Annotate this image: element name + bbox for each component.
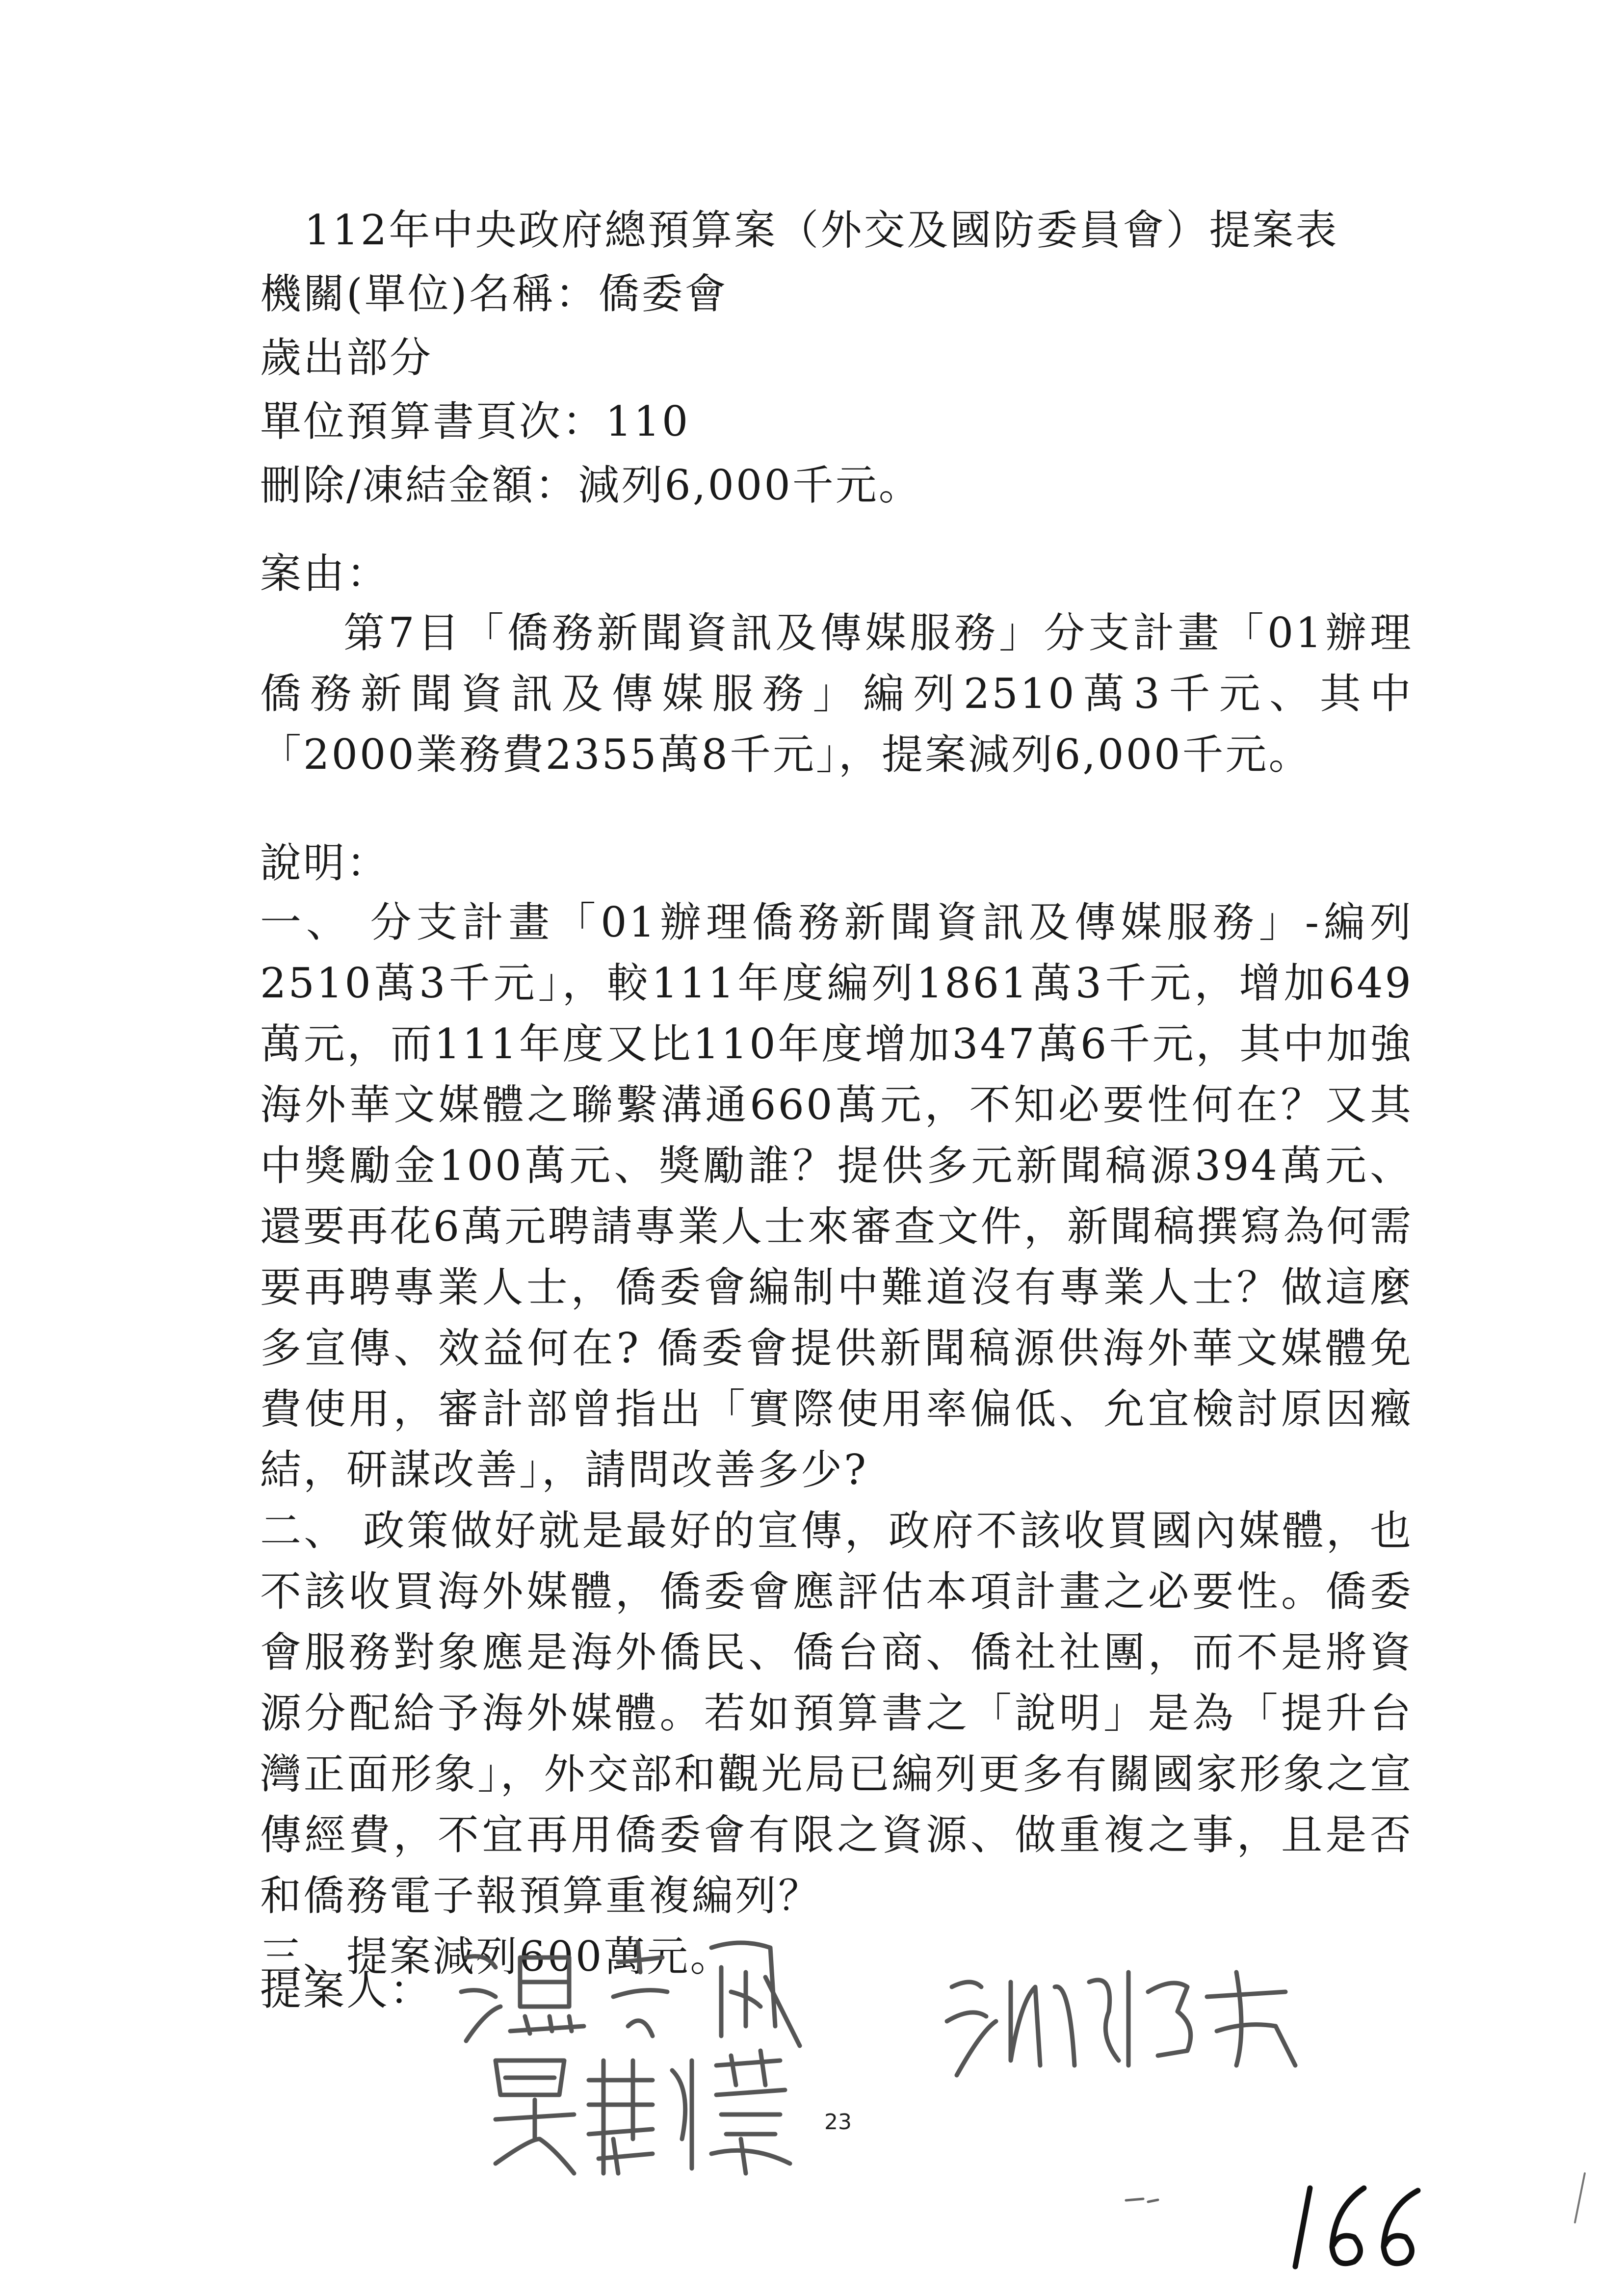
document-title: 112年中央政府總預算案（外交及國防委員會）提案表: [304, 206, 1339, 254]
amount-line: 刪除/凍結金額：減列6,000千元。: [260, 461, 922, 509]
scan-speck: [1124, 2193, 1163, 2208]
scan-mark: [1570, 2168, 1590, 2227]
document-header: [260, 201, 1438, 514]
handwritten-signature-3: [486, 2041, 878, 2183]
page-number: 23: [824, 2110, 852, 2135]
reason-section: [260, 545, 1413, 785]
budget-page-line: 單位預算書頁次：110: [260, 397, 690, 445]
reason-text: 第7目「僑務新聞資訊及傳媒服務」分支計畫「01辦理僑務新聞資訊及傳媒服務」編列2510萬3千元、其中「2000業務費2355萬8千元」，提案減列6,000千元。: [260, 609, 1413, 779]
explanation-item-1: 一、 分支計畫「01辦理僑務新聞資訊及傳媒服務」-編列2510萬3千元」，較111年度編列1861萬3千元，增加649萬元，而111年度又比110年度增加347萬6千元，其中加強海外華文媒體之聯繫溝通660萬元，不知必要性何在？又其中獎勵金100萬元、獎勵誰？提供多元新聞稿源394萬元、還要再花6萬元聘請專業人士來審查文件，新聞稿撰寫為何需要再聘專業人士，僑委會編制中難道沒有專業人士？做這麼多宣傳、效益何在? 僑委會提供新聞稿源供海外華文媒體免費使用，審計部曾指出「實際使用率偏低、允宜檢討原因癥結，研謀改善」，請問改善多少?: [260, 898, 1413, 1494]
reason-label: 案由：: [260, 549, 390, 598]
handwritten-page-number: [1285, 2178, 1442, 2276]
agency-line: 機關(單位)名稱：僑委會: [260, 270, 728, 318]
proposer-label: 提案人：: [260, 1966, 433, 2014]
category-line: 歲出部分: [260, 334, 433, 382]
explanation-item-2: 二、 政策做好就是最好的宣傳，政府不該收買國內媒體，也不該收買海外媒體，僑委會應評估本項計畫之必要性。僑委會服務對象應是海外僑民、僑台商、僑社社團，而不是將資源分配給予海外媒體。若如預算書之「說明」是為「提升台灣正面形象」，外交部和觀光局已編列更多有關國家形象之宣傳經費，不宜再用僑委會有限之資源、做重複之事，且是否和僑務電子報預算重複編列？: [260, 1507, 1413, 1920]
explanation-section: [260, 834, 1413, 1987]
explanation-label: 說明：: [260, 839, 390, 887]
explanation-item-3: 三、提案減列600萬元。: [260, 1932, 733, 1981]
